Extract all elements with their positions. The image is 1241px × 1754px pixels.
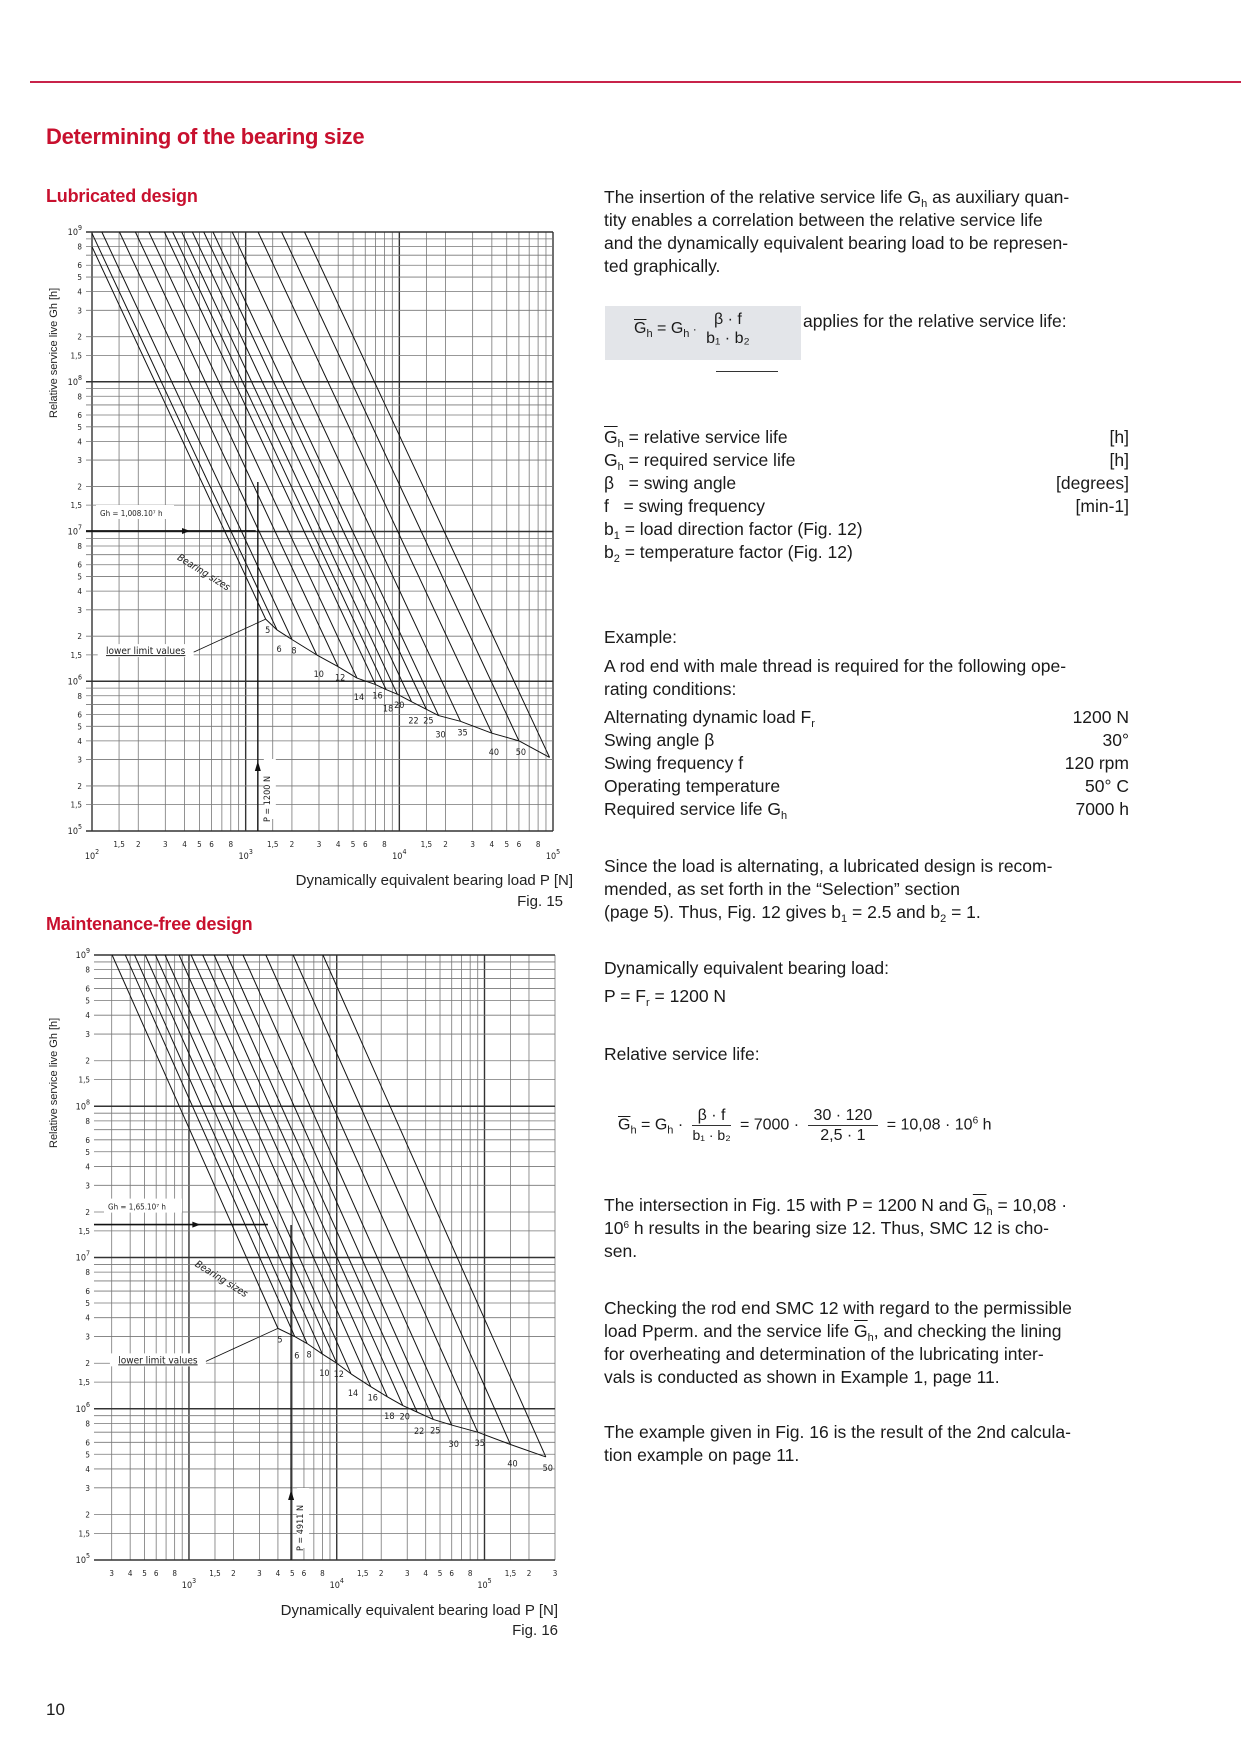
svg-text:8: 8 — [291, 646, 297, 657]
svg-text:4: 4 — [489, 840, 495, 849]
svg-text:1,5: 1,5 — [70, 501, 82, 511]
svg-text:104: $10^4$ — [329, 1577, 344, 1591]
svg-text:4: 4 — [85, 1011, 90, 1021]
svg-text:P = 1200 N: P = 1200 N — [262, 775, 273, 823]
condition-row: Swing frequency f 120 rpm — [604, 753, 1129, 773]
svg-text:2: 2 — [526, 1569, 532, 1578]
svg-text:6: 6 — [153, 1569, 159, 1578]
legend-row: β = swing angle [degrees] — [604, 473, 1129, 493]
svg-text:4: 4 — [182, 840, 187, 849]
svg-text:3: 3 — [85, 1181, 90, 1191]
svg-text:1,5: 1,5 — [78, 1529, 90, 1539]
svg-text:12: 12 — [335, 673, 346, 684]
svg-text:2: 2 — [77, 332, 82, 342]
svg-text:4: 4 — [85, 1162, 90, 1172]
condition-row: Required service life $G_h$ 7000 h — [604, 799, 1129, 822]
section-heading-lubricated: Lubricated design — [46, 186, 198, 206]
svg-text:1,5: 1,5 — [357, 1569, 369, 1578]
svg-text:5: 5 — [197, 840, 202, 849]
svg-text:5: 5 — [277, 1335, 283, 1346]
svg-text:2: 2 — [77, 781, 82, 791]
svg-text:105: $10^5$ — [545, 848, 561, 862]
svg-text:Bearing sizes: Bearing sizes — [175, 552, 232, 594]
svg-text:40: 40 — [507, 1459, 518, 1470]
svg-text:102: $10^2$ — [84, 848, 100, 862]
svg-text:5: 5 — [350, 840, 356, 849]
svg-text:105: $10^5$ — [75, 1552, 90, 1566]
dynamic-load-heading: Dynamically equivalent bearing load: — [604, 958, 890, 978]
svg-text:14: 14 — [353, 693, 365, 704]
svg-text:8: 8 — [85, 1268, 90, 1278]
intro-paragraph: The insertion of the relative service life $G_h$ as auxiliary quan- tity enables a correlation between the relative service life and the dynamically equivalent bearing load to be represen- ted graphically. — [604, 187, 1070, 276]
relative-life-heading: Relative service life: — [604, 1044, 760, 1064]
svg-text:6: 6 — [362, 840, 368, 849]
header-rule — [30, 81, 1241, 83]
svg-text:6: 6 — [77, 261, 82, 271]
svg-text:3: 3 — [109, 1569, 114, 1578]
svg-text:lower limit values: lower limit values — [118, 1355, 198, 1367]
svg-text:108: $10^8$ — [67, 373, 82, 388]
svg-text:20: 20 — [399, 1412, 410, 1423]
svg-text:5: 5 — [77, 422, 82, 432]
svg-text:14: 14 — [347, 1388, 359, 1399]
legend-row: $\overline{G}_h$ = relative service life [h] — [604, 427, 1129, 450]
svg-text:18: 18 — [382, 704, 394, 715]
svg-text:4: 4 — [77, 587, 82, 597]
svg-text:6: 6 — [301, 1569, 307, 1578]
svg-text:4: 4 — [77, 287, 82, 297]
svg-text:Bearing sizes: Bearing sizes — [192, 1258, 250, 1300]
svg-text:P = 4911 N: P = 4911 N — [296, 1504, 307, 1552]
svg-text:4: 4 — [85, 1313, 90, 1323]
svg-text:4: 4 — [77, 437, 82, 447]
page-number: 10 — [46, 1700, 65, 1719]
svg-text:2: 2 — [443, 840, 448, 849]
svg-text:2: 2 — [289, 840, 295, 849]
svg-text:5: 5 — [504, 840, 510, 849]
svg-text:4: 4 — [423, 1569, 428, 1578]
svg-text:103: $10^3$ — [181, 1577, 197, 1591]
svg-text:3: 3 — [404, 1569, 410, 1578]
svg-text:2: 2 — [85, 1359, 90, 1369]
fig15-x-axis-label: Dynamically equivalent bearing load P [N] — [295, 872, 573, 889]
legend-row: $b_2$ = temperature factor (Fig. 12) — [604, 542, 853, 565]
svg-text:2: 2 — [85, 1207, 90, 1217]
svg-text:Gh = 1,008.10⁷ h: Gh = 1,008.10⁷ h — [100, 508, 163, 518]
operating-conditions-table — [604, 706, 1129, 821]
svg-text:3: 3 — [77, 306, 82, 316]
svg-text:5: 5 — [85, 1450, 90, 1460]
svg-text:8: 8 — [77, 542, 82, 552]
legend-row: $G_h$ = required service life [h] — [604, 450, 1129, 473]
svg-text:105: $10^5$ — [477, 1577, 492, 1591]
svg-text:105: $10^5$ — [67, 823, 82, 837]
svg-text:5: 5 — [85, 1147, 90, 1157]
svg-text:109: $10^9$ — [67, 224, 82, 238]
svg-text:6: 6 — [449, 1569, 455, 1578]
svg-text:3: 3 — [163, 840, 168, 849]
example-heading: Example: — [604, 627, 677, 647]
svg-text:3: 3 — [77, 456, 82, 466]
svg-text:103: $10^3$ — [238, 848, 253, 862]
svg-text:4: 4 — [127, 1569, 133, 1578]
svg-text:107: $10^7$ — [67, 523, 82, 538]
svg-text:8: 8 — [77, 691, 82, 701]
svg-text:18: 18 — [384, 1411, 395, 1422]
svg-text:3: 3 — [77, 755, 82, 765]
svg-text:3: 3 — [552, 1569, 558, 1578]
chart-fig16 — [40, 945, 570, 1605]
intersection-paragraph: The intersection in Fig. 15 with P = 1200 N and $\overline{G}_h = 10,08$ · $10^6$ h results in the bearing size 12. Thus, SMC 12 is cho- sen. — [604, 1195, 1068, 1261]
svg-text:2: 2 — [135, 840, 141, 849]
formula-applies-text: applies for the relative service life: — [803, 311, 1067, 331]
svg-text:50: 50 — [542, 1463, 553, 1474]
condition-row: Alternating dynamic load $F_r$ 1200 N — [604, 707, 1129, 730]
svg-text:2: 2 — [231, 1569, 236, 1578]
svg-text:25: 25 — [430, 1426, 441, 1437]
svg-text:1,5: 1,5 — [70, 351, 82, 361]
svg-text:12: 12 — [333, 1370, 344, 1381]
relative-life-calculation: $\overline{G}_h = G_h$ · $\frac{\beta \cdot f}{\text{b₁ · b₂}}$ = 7000 · $\frac{30 \cdot 120}{2,5 \cdot 1}$ = $10,08 \cdot 10^6$ h — [618, 1107, 992, 1144]
svg-text:4: 4 — [77, 736, 82, 746]
svg-text:5: 5 — [85, 996, 90, 1006]
svg-text:35: 35 — [474, 1439, 485, 1450]
symbol-legend — [604, 426, 1129, 564]
svg-text:1,5: 1,5 — [209, 1569, 221, 1578]
svg-text:4: 4 — [275, 1569, 281, 1578]
formula-relative-service-life: $\overline{G}_h = G_h$ · β · f b₁ · b₂ — [634, 311, 750, 347]
svg-text:8: 8 — [172, 1569, 177, 1578]
chart-fig15 — [40, 220, 570, 870]
svg-text:104: $10^4$ — [392, 848, 407, 862]
svg-text:30: 30 — [448, 1440, 459, 1451]
svg-text:lower limit values: lower limit values — [106, 646, 186, 658]
svg-text:1,5: 1,5 — [78, 1378, 90, 1388]
legend-row: $b_1$ = load direction factor (Fig. 12) — [604, 519, 863, 542]
fig16-note-paragraph: The example given in Fig. 16 is the result of the 2nd calcula- tion example on page 11. — [604, 1422, 1071, 1465]
svg-text:10: 10 — [313, 669, 324, 680]
svg-text:8: 8 — [382, 840, 387, 849]
svg-text:8: 8 — [467, 1569, 473, 1578]
svg-text:3: 3 — [85, 1030, 90, 1040]
svg-text:1,5: 1,5 — [113, 840, 125, 849]
svg-text:109: $10^9$ — [75, 947, 90, 961]
svg-text:16: 16 — [367, 1393, 378, 1404]
condition-row: Swing angle β 30° — [604, 730, 1129, 750]
formula-divider — [716, 371, 778, 372]
page-title: Determining of the bearing size — [46, 124, 365, 149]
svg-text:16: 16 — [372, 691, 383, 702]
fig15-caption: Fig. 15 — [517, 893, 563, 910]
svg-text:6: 6 — [516, 840, 522, 849]
svg-text:5: 5 — [142, 1569, 147, 1578]
svg-text:22: 22 — [408, 716, 419, 727]
svg-text:1,5: 1,5 — [504, 1569, 517, 1578]
svg-text:3: 3 — [77, 605, 82, 615]
svg-text:3: 3 — [85, 1483, 90, 1493]
svg-text:1,5: 1,5 — [420, 840, 433, 849]
svg-text:106: $10^6$ — [75, 1400, 90, 1415]
svg-text:3: 3 — [85, 1332, 90, 1342]
svg-text:8: 8 — [228, 840, 234, 849]
svg-text:2: 2 — [85, 1056, 90, 1066]
svg-text:50: 50 — [515, 747, 527, 758]
svg-text:30: 30 — [435, 730, 446, 741]
condition-row: Operating temperature 50° C — [604, 776, 1129, 796]
svg-text:6: 6 — [276, 644, 282, 655]
fig16-caption: Fig. 16 — [512, 1622, 558, 1639]
fig16-y-axis-label: Relative service live Gh [h] — [48, 1017, 60, 1148]
svg-text:8: 8 — [77, 392, 82, 402]
svg-text:8: 8 — [535, 840, 541, 849]
svg-text:3: 3 — [316, 840, 322, 849]
svg-text:2: 2 — [85, 1510, 90, 1520]
svg-text:2: 2 — [378, 1569, 384, 1578]
dynamic-load-equation: $P = F_r = 1200$ N — [604, 986, 727, 1009]
svg-text:8: 8 — [85, 1419, 90, 1429]
svg-text:1,5: 1,5 — [78, 1226, 90, 1236]
svg-text:8: 8 — [85, 965, 90, 975]
svg-text:6: 6 — [77, 410, 82, 420]
fig16-x-axis-label: Dynamically equivalent bearing load P [N] — [280, 1602, 558, 1619]
svg-text:6: 6 — [85, 1287, 90, 1297]
svg-text:6: 6 — [85, 984, 90, 994]
svg-text:6: 6 — [209, 840, 214, 849]
svg-text:10: 10 — [319, 1369, 330, 1380]
svg-text:107: $10^7$ — [75, 1249, 90, 1264]
svg-text:5: 5 — [437, 1569, 443, 1578]
svg-text:35: 35 — [457, 728, 468, 739]
svg-text:8: 8 — [306, 1350, 312, 1361]
svg-text:4: 4 — [335, 840, 341, 849]
svg-text:6: 6 — [294, 1351, 300, 1362]
legend-row: f = swing frequency [min-1] — [604, 496, 1129, 516]
svg-text:5: 5 — [85, 1299, 90, 1309]
svg-text:8: 8 — [77, 242, 82, 252]
svg-text:2: 2 — [77, 632, 82, 642]
checking-paragraph: Checking the rod end SMC 12 with regard to the permissible load Pperm. and the service life $\overline{G}_h$, and checking the lining for overheating and determination of the lubricating inter- vals is conducted as shown in Example 1, page 11. — [604, 1298, 1072, 1387]
svg-text:4: 4 — [85, 1464, 90, 1474]
svg-text:5: 5 — [265, 626, 271, 637]
svg-text:1,5: 1,5 — [266, 840, 279, 849]
svg-text:108: $10^8$ — [75, 1098, 90, 1113]
svg-text:1,5: 1,5 — [78, 1075, 90, 1085]
selection-paragraph: Since the load is alternating, a lubricated design is recom- mended, as set forth in the “Selection” section (page 5). Thus, Fig. 12 gives $b_1 = 2.5$ and $b_2 = 1$. — [604, 856, 1053, 925]
svg-text:5: 5 — [289, 1569, 295, 1578]
svg-text:5: 5 — [77, 273, 82, 283]
svg-text:8: 8 — [320, 1569, 325, 1578]
svg-text:Gh = 1,65.10⁷ h: Gh = 1,65.10⁷ h — [108, 1202, 166, 1212]
svg-text:1,5: 1,5 — [70, 800, 82, 810]
svg-text:25: 25 — [423, 716, 434, 727]
svg-text:22: 22 — [413, 1427, 425, 1438]
svg-text:5: 5 — [77, 722, 82, 732]
fig15-y-axis-label: Relative service live Gh [h] — [48, 287, 60, 418]
svg-text:6: 6 — [77, 710, 82, 720]
section-heading-maintenance-free: Maintenance-free design — [46, 914, 253, 934]
svg-text:6: 6 — [77, 560, 82, 570]
svg-text:6: 6 — [85, 1135, 90, 1145]
svg-text:1,5: 1,5 — [70, 650, 82, 660]
svg-text:5: 5 — [77, 572, 82, 582]
svg-text:40: 40 — [488, 748, 500, 759]
svg-text:8: 8 — [85, 1116, 90, 1126]
svg-text:20: 20 — [394, 701, 405, 712]
svg-text:3: 3 — [470, 840, 475, 849]
svg-text:3: 3 — [257, 1569, 262, 1578]
svg-text:6: 6 — [85, 1438, 90, 1448]
svg-text:106: $10^6$ — [67, 673, 82, 688]
example-intro: A rod end with male thread is required for the following ope- rating conditions: — [604, 656, 1067, 699]
svg-text:2: 2 — [77, 482, 82, 492]
